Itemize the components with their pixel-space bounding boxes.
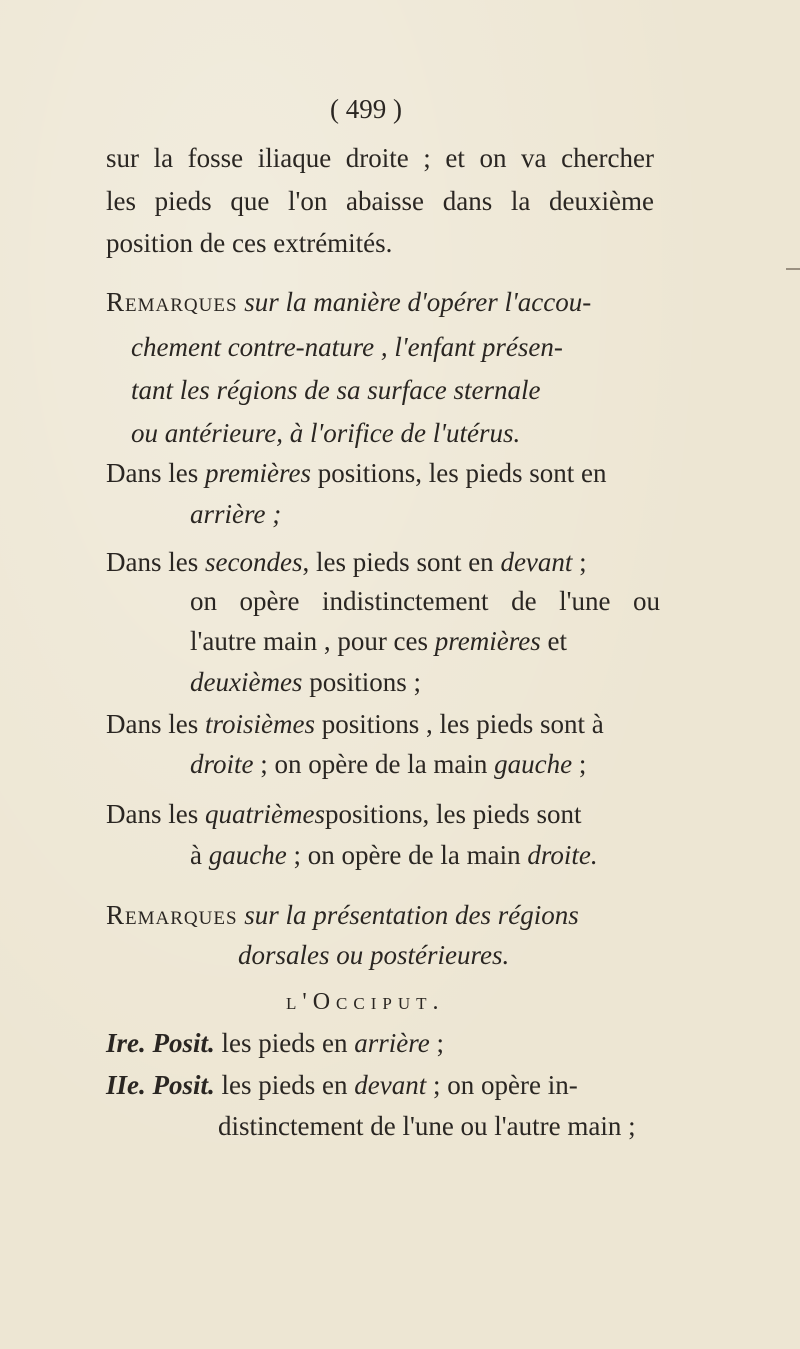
heading-text: ou antérieure, à l'orifice de l'utérus. [131, 418, 521, 448]
text-span: les pieds en [214, 1028, 355, 1058]
text-span: , les pieds sont en [302, 547, 501, 577]
text-span: les pieds en [214, 1070, 355, 1100]
text-span: droite. [527, 840, 598, 870]
text-span: devant [500, 547, 573, 577]
text-line: sur la fosse iliaque droite ; et on va chercher [106, 143, 654, 173]
text-span: positions, les pieds sont en [310, 458, 607, 488]
edge-mark [786, 268, 800, 270]
remarques-label: Remarques [106, 900, 238, 930]
subsection-heading: l'Occiput. [286, 989, 445, 1015]
text-span: ; [429, 1028, 445, 1058]
text-line [106, 797, 581, 831]
text-span: ; on opère in- [426, 1070, 578, 1100]
heading-text: chement contre-nature , l'enfant présen- [131, 332, 563, 362]
text-span: troisièmes [204, 709, 315, 739]
text-span: Dans les [106, 709, 205, 739]
text-span: premières [204, 458, 311, 488]
text-span: arrière [354, 1028, 430, 1058]
text-span: gauche [494, 749, 573, 779]
text-span: devant [354, 1070, 427, 1100]
text-line: les pieds que l'on abaisse dans la deuxième [106, 186, 654, 216]
text-span: ; [572, 547, 587, 577]
text-line [106, 1026, 444, 1060]
heading-text: sur la manière d'opérer l'accou- [237, 287, 592, 317]
text-span: ; on opère de la main [286, 840, 528, 870]
text-line [190, 624, 567, 658]
text-line: on opère indistinctement de l'une ou [190, 586, 660, 616]
heading-text: dorsales ou postérieures. [238, 940, 510, 970]
text-span: ; on opère de la main [253, 749, 495, 779]
section-heading-line [106, 285, 591, 319]
section-heading-line [106, 898, 579, 932]
heading-text: tant les régions de sa surface sternale [131, 375, 541, 405]
text-line: distinctement de l'une ou l'autre main ; [218, 1111, 636, 1141]
text-span: Dans les [106, 458, 205, 488]
text-span: ; [572, 749, 587, 779]
text-line [190, 747, 586, 781]
text-span: l'autre main , pour ces [190, 626, 435, 656]
text-span: secondes [204, 547, 303, 577]
text-span: gauche [208, 840, 287, 870]
text-span: positions ; [302, 667, 421, 697]
heading-text: sur la présentation des régions [237, 900, 579, 930]
text-span: droite [190, 749, 254, 779]
position-label: IIe. Posit. [106, 1070, 215, 1100]
remarques-label: Remarques [106, 287, 238, 317]
text-line [106, 1068, 578, 1102]
page-number: ( 499 ) [330, 94, 402, 124]
text-span: deuxièmes [190, 667, 303, 697]
text-line [190, 838, 598, 872]
text-line [106, 456, 606, 490]
text-line: position de ces extrémités. [106, 228, 393, 258]
text-line: arrière ; [190, 499, 282, 529]
text-span: quatrièmes [204, 799, 325, 829]
text-line [190, 665, 421, 699]
text-span: et [540, 626, 568, 656]
text-span: premières [434, 626, 541, 656]
text-span: positions , les pieds sont à [314, 709, 604, 739]
text-span: positions, les pieds sont [324, 799, 582, 829]
position-label: Ire. Posit. [106, 1028, 215, 1058]
text-span: Dans les [106, 547, 205, 577]
text-span: Dans les [106, 799, 205, 829]
text-line [106, 545, 587, 579]
text-line [106, 707, 604, 741]
text-span: à [190, 840, 209, 870]
